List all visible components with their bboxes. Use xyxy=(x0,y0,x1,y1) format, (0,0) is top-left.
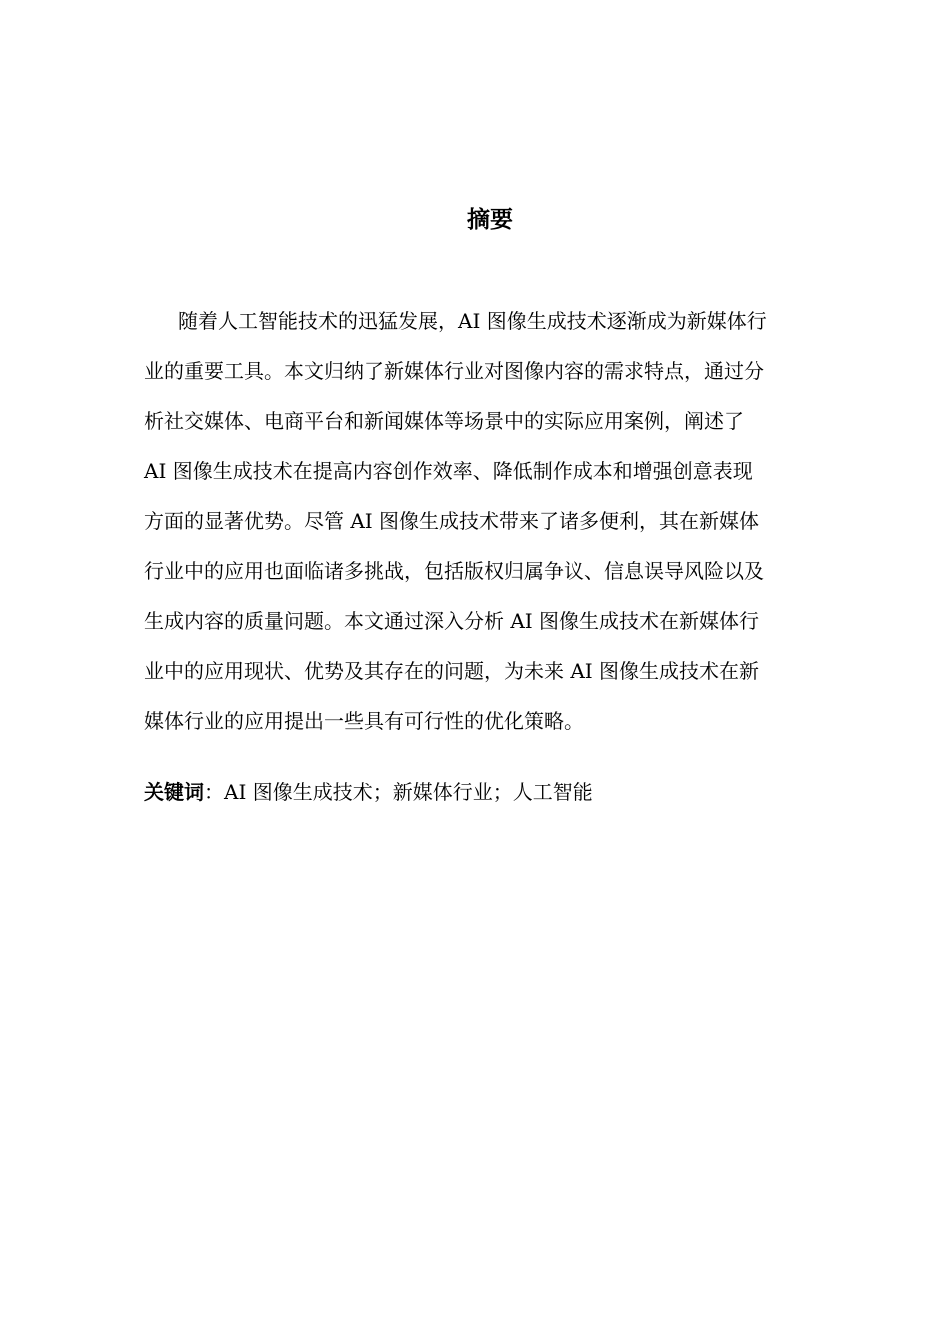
keywords-separator: ： xyxy=(204,780,224,804)
abstract-line-9: 媒体行业的应用提出一些具有可行性的优化策略。 xyxy=(144,709,584,733)
abstract-title: 摘要 xyxy=(467,207,513,233)
abstract-line-3: 析社交媒体、电商平台和新闻媒体等场景中的实际应用案例，阐述了 xyxy=(144,409,744,433)
abstract-line-5: 方面的显著优势。尽管 AI 图像生成技术带来了诸多便利，其在新媒体 xyxy=(144,509,760,533)
abstract-line-4: AI 图像生成技术在提高内容创作效率、降低制作成本和增强创意表现 xyxy=(144,459,753,483)
abstract-line-6: 行业中的应用也面临诸多挑战，包括版权归属争议、信息误导风险以及 xyxy=(144,559,764,583)
abstract-line-2: 业的重要工具。本文归纳了新媒体行业对图像内容的需求特点，通过分 xyxy=(144,359,764,383)
abstract-line-7: 生成内容的质量问题。本文通过深入分析 AI 图像生成技术在新媒体行 xyxy=(144,609,760,633)
abstract-line-8: 业中的应用现状、优势及其存在的问题，为未来 AI 图像生成技术在新 xyxy=(144,659,760,683)
abstract-body xyxy=(144,296,840,746)
abstract-line-1: 随着人工智能技术的迅猛发展，AI 图像生成技术逐渐成为新媒体行 xyxy=(178,309,767,333)
keywords-text: AI 图像生成技术；新媒体行业；人工智能 xyxy=(224,780,593,804)
keywords-label: 关键词 xyxy=(144,780,204,804)
keywords-line xyxy=(144,772,840,812)
